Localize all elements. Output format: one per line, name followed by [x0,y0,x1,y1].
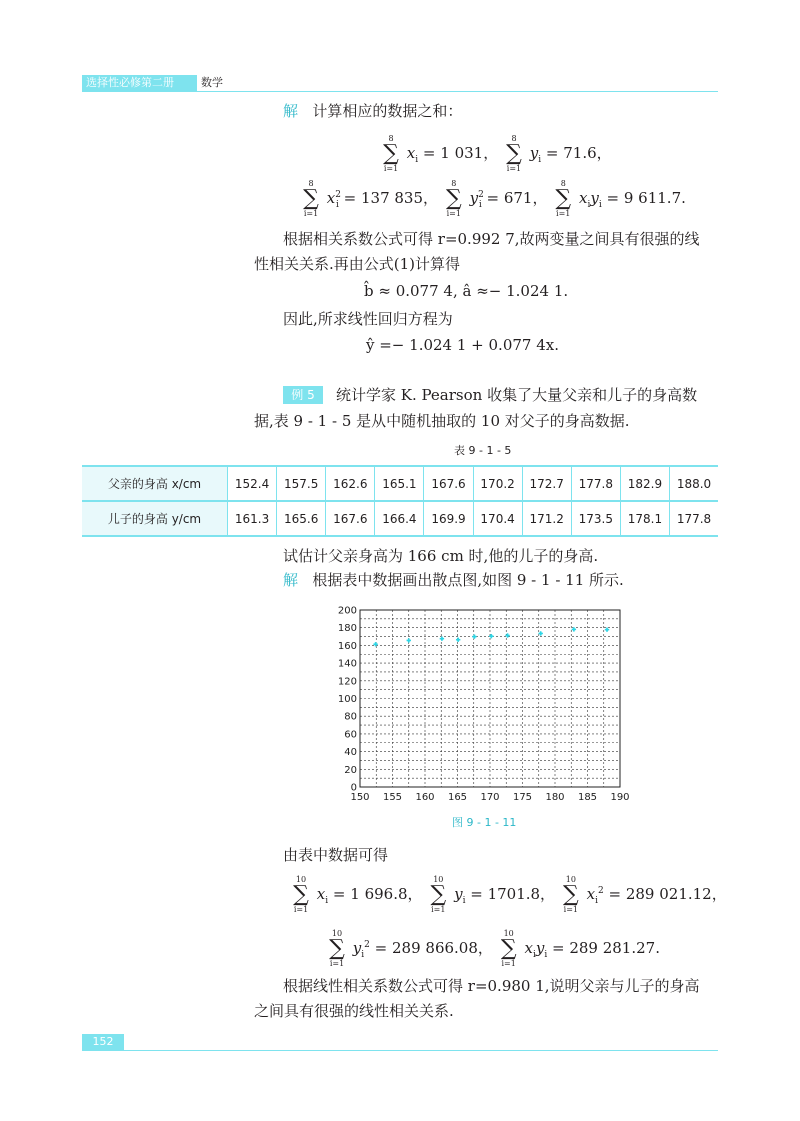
header-rule [82,91,718,92]
eq-value: = 1701.8， [470,885,556,903]
point-dot [374,643,377,646]
sum-equation-4: 10 ∑ i=1 $y_i^2 = 289$ 866.08， 10 ∑ i=1 $x_iy_i = 289$ 281.27. [326,930,660,968]
table-row [82,501,718,536]
y-tick-label: 120 [337,676,357,688]
data-point [472,634,476,638]
height-table [82,465,718,537]
eq-value: = 71.6， [545,144,612,162]
y-tick-label: 0 [350,782,357,794]
sigma-symbol: 8 ∑ i=1 [445,179,462,218]
y-tick-label: 140 [337,658,357,670]
table-cell: 152.4 [228,466,277,501]
sum-equation-2: 8 ∑ i=1 $x^2_i = 137$ 835， 8 ∑ i=1 $y^2_i = 671$， 8 ∑ i=1 $x_iy_i = 9$ 611.7. [300,180,686,218]
x-tick-label: 155 [382,792,403,803]
table-cell: 170.4 [473,501,522,536]
eq-var: y [469,189,479,207]
x-tick-label: 160 [415,792,435,803]
data-point [407,638,411,642]
row-label: 儿子的身高 y/cm [82,501,228,536]
eq-var: y [590,189,599,207]
regression-equation: ŷ =− 1.024 1 + 0.077 4x. [366,336,559,354]
y-tick-label: 60 [344,729,357,741]
point-dot [457,638,460,641]
example-text: 据,表 9 - 1 - 5 是从中随机抽取的 10 对父子的身高数据. [254,412,630,430]
eq-var: x [586,885,596,903]
table-cell: 167.6 [326,501,375,536]
eq-value: = 1 696.8， [332,885,423,903]
table-caption: 表 9 - 1 - 5 [454,444,512,457]
table-cell: 165.6 [277,501,326,536]
data-point [440,636,444,640]
sigma-symbol: 10 ∑ i=1 [293,875,309,914]
paragraph-line: 根据线性相关系数公式可得 r=0.980 1,说明父亲与儿子的身高 [283,977,700,995]
point-dot [407,639,410,642]
eq-value: = 289 281.27. [551,939,660,957]
sum-equation-3: 10 ∑ i=1 $x_i = 1$ 696.8， 10 ∑ i=1 $y_i = 1701.8$， 10 ∑ i=1 $x_i^2 = 289$ 021.12， [290,876,727,914]
data-point [373,642,377,646]
eq-var: y [352,939,362,957]
point-dot [539,632,542,635]
table-row [82,466,718,501]
sigma-symbol: 10 ∑ i=1 [329,929,345,968]
table-cell: 169.9 [424,501,473,536]
coefficient-equation: b̂ ≈ 0.077 4, â ≈− 1.024 1. [364,282,569,300]
x-tick-label: 180 [545,792,565,803]
table-cell: 157.5 [277,466,326,501]
point-dot [441,637,444,640]
paragraph-line: 之间具有很强的线性相关关系. [254,1002,454,1020]
y-tick-label: 160 [337,640,357,652]
point-dot [573,628,576,631]
sigma-symbol: 8 ∑ i=1 [555,179,572,218]
y-tick-label: 40 [344,747,357,759]
solution-line [283,570,624,590]
sum-equation-1: 8 ∑ i=1 $x_i = 1$ 031， 8 ∑ i=1 $y_i = 71.6$， [380,135,612,173]
x-tick-label: 185 [577,792,598,803]
page-number: 152 [82,1034,124,1050]
point-dot [606,628,609,631]
table-cell: 167.6 [424,466,473,501]
eq-var: x [406,144,416,162]
eq-var: y [535,939,545,957]
footer-rule [82,1050,718,1051]
table-cell: 177.8 [571,466,620,501]
paragraph-line: 性相关关系.再由公式(1)计算得 [254,255,461,273]
x-tick-label: 190 [610,792,630,803]
example-text: 统计学家 K. Pearson 收集了大量父亲和儿子的身高数 [336,386,698,404]
example-label: 例 5 [283,386,323,404]
eq-var: y [529,144,539,162]
row-label: 父亲的身高 x/cm [82,466,228,501]
y-tick-label: 200 [337,605,357,617]
table-cell: 188.0 [669,466,718,501]
subject-title: 数学 [201,76,223,89]
solution-line [283,101,462,121]
eq-value: = 137 835， [343,189,439,207]
point-dot [490,635,493,638]
point-dot [506,634,509,637]
sigma-symbol: 8 ∑ i=1 [506,134,522,173]
solution-label: 解 [283,102,299,120]
table-cell: 170.2 [473,466,522,501]
scatter-chart [330,602,635,812]
sigma-symbol: 8 ∑ i=1 [303,179,319,218]
paragraph-line: 由表中数据可得 [283,846,389,864]
table-cell: 171.2 [522,501,571,536]
eq-value: = 289 866.08， [374,939,493,957]
paragraph-line: 根据相关系数公式可得 r=0.992 7,故两变量之间具有很强的线 [283,230,700,248]
solution-label: 解 [283,571,299,589]
eq-var: x [326,189,336,207]
data-point [456,638,460,642]
point-dot [473,635,476,638]
tick-labels [338,606,630,804]
table-cell: 172.7 [522,466,571,501]
book-title: 选择性必修第二册 [86,76,174,89]
table-cell: 161.3 [228,501,277,536]
eq-var: x [316,885,326,903]
table-cell: 166.4 [375,501,424,536]
eq-var: x [579,189,588,207]
table-cell: 173.5 [571,501,620,536]
sigma-symbol: 10 ∑ i=1 [500,929,517,968]
data-point [505,633,509,637]
table-cell: 182.9 [620,466,669,501]
figure-caption: 图 9 - 1 - 11 [452,816,517,829]
x-tick-label: 165 [447,792,468,803]
solution-text: 计算相应的数据之和： [312,102,463,120]
x-tick-label: 175 [512,792,533,803]
y-tick-label: 100 [337,694,357,705]
eq-value: = 289 021.12， [608,885,727,903]
eq-var: y [454,885,463,903]
table-cell: 165.1 [375,466,424,501]
table-cell: 177.8 [669,501,718,536]
sigma-symbol: 10 ∑ i=1 [562,875,579,914]
y-tick-label: 180 [337,623,357,635]
table-cell: 178.1 [620,501,669,536]
eq-value: = 9 611.7. [606,189,686,207]
x-tick-label: 170 [480,792,500,803]
eq-var: x [524,939,533,957]
sigma-symbol: 8 ∑ i=1 [383,134,399,173]
solution-text: 根据表中数据画出散点图,如图 9 - 1 - 11 所示. [312,571,624,589]
question-text: 试估计父亲身高为 166 cm 时,他的儿子的身高. [283,547,599,565]
table-cell: 162.6 [326,466,375,501]
data-point [605,627,609,631]
eq-value: = 1 031， [422,144,499,162]
y-tick-label: 80 [344,711,357,723]
y-tick-label: 20 [344,764,357,776]
paragraph-line: 因此,所求线性回归方程为 [283,310,453,328]
data-point [539,631,543,635]
x-tick-label: 150 [350,792,370,803]
eq-value: = 671， [486,189,548,207]
sigma-symbol: 10 ∑ i=1 [430,875,447,914]
